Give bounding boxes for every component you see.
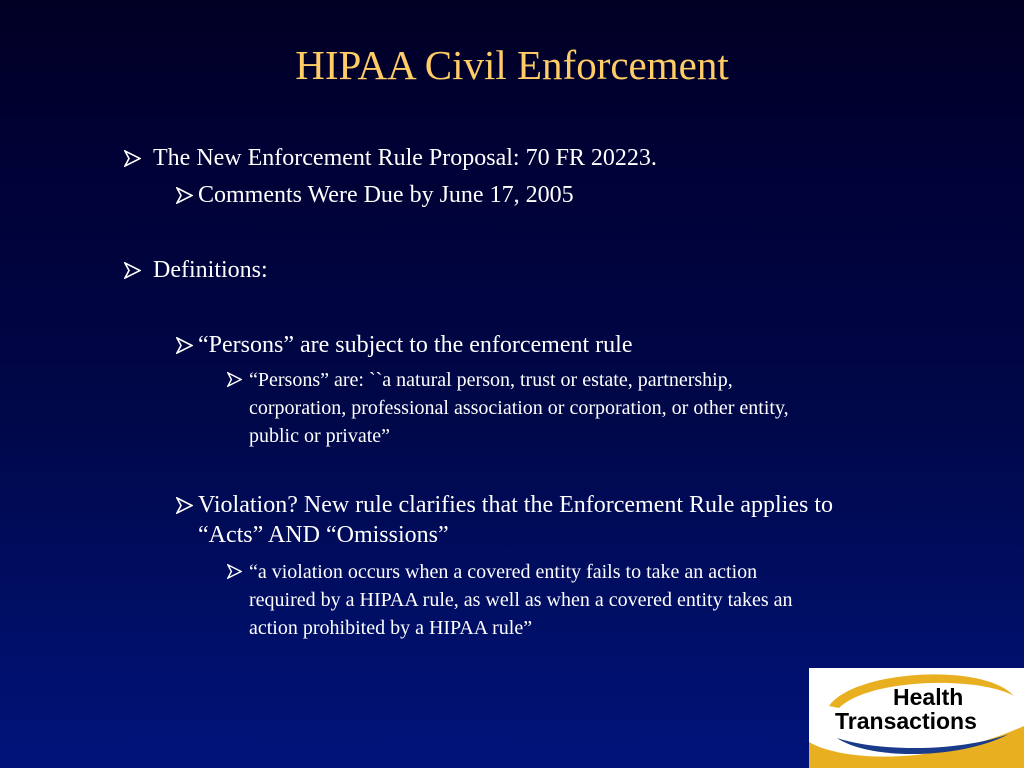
- text-line: corporation, professional association or corporation, or other entity,: [249, 397, 789, 419]
- bullet-text: The New Enforcement Rule Proposal: 70 FR 20223.: [153, 145, 657, 171]
- bullet-text: [249, 558, 793, 642]
- arrow-bullet-icon: [124, 150, 141, 167]
- arrow-bullet-icon: [176, 187, 193, 204]
- bullet-text: Definitions:: [153, 257, 268, 283]
- bullet-item: [227, 558, 967, 642]
- health-transactions-logo: [809, 668, 1024, 768]
- arrow-bullet-icon: [227, 372, 242, 387]
- text-line: public or private”: [249, 425, 391, 447]
- arrow-bullet-icon: [227, 564, 242, 579]
- text-line: Violation? New rule clarifies that the Enforcement Rule applies to: [198, 492, 834, 518]
- text-line: “a violation occurs when a covered entity fails to take an action: [249, 561, 758, 583]
- logo-text-health: Health: [893, 684, 964, 710]
- bullet-text: [249, 366, 789, 450]
- text-line: “Acts” AND “Omissions”: [198, 522, 449, 548]
- bullet-item: [124, 143, 924, 173]
- slide-title: HIPAA Civil Enforcement: [295, 42, 729, 88]
- text-line: required by a HIPAA rule, as well as when a covered entity takes an: [249, 589, 793, 611]
- bullet-item: [176, 180, 936, 210]
- bullet-text: “Persons” are subject to the enforcement rule: [198, 332, 633, 358]
- arrow-bullet-icon: [124, 262, 141, 279]
- arrow-bullet-icon: [176, 337, 193, 354]
- arrow-bullet-icon: [176, 497, 193, 514]
- bullet-text: [198, 490, 833, 550]
- text-line: action prohibited by a HIPAA rule”: [249, 617, 533, 639]
- logo-text-transactions: Transactions: [835, 708, 977, 734]
- text-line: “Persons” are: ``a natural person, trust or estate, partnership,: [249, 369, 733, 391]
- bullet-text: Comments Were Due by June 17, 2005: [198, 182, 574, 208]
- bullet-item: [124, 255, 924, 285]
- bullet-item: [176, 330, 936, 360]
- bullet-item: [176, 490, 976, 550]
- bullet-item: [227, 366, 967, 450]
